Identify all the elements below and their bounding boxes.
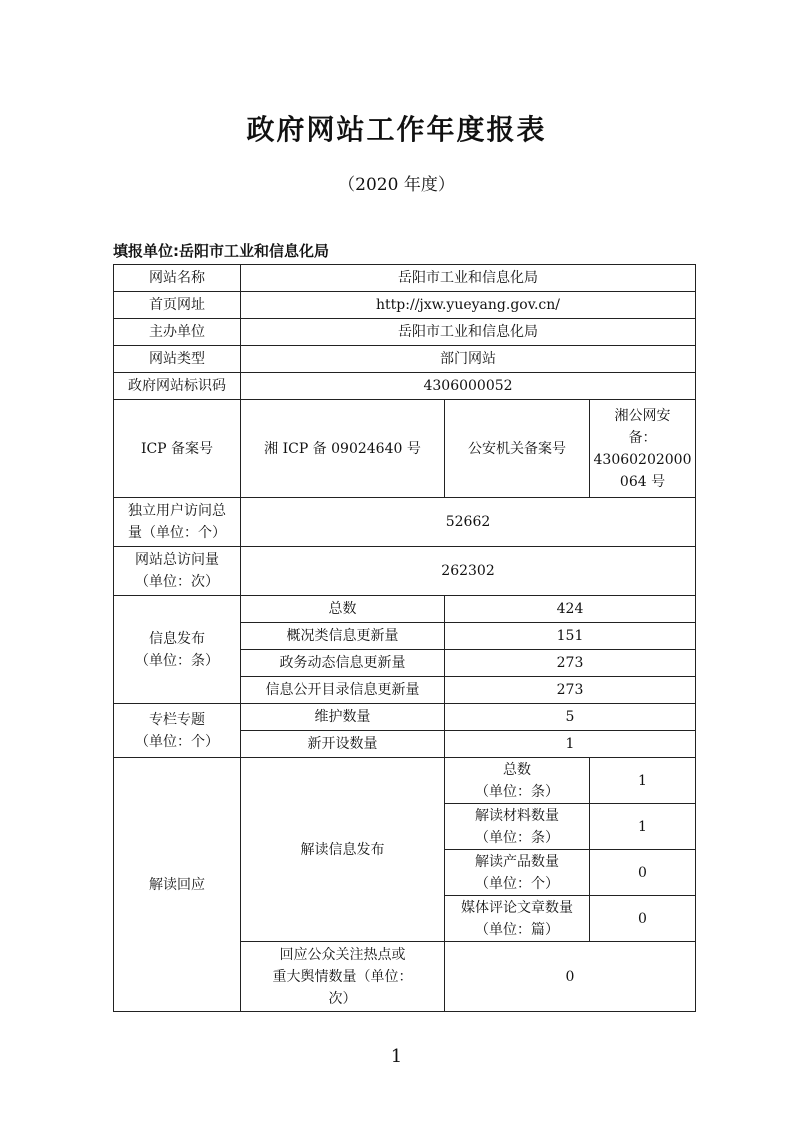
label-line: 信息发布 <box>149 630 205 647</box>
police-record-value <box>590 400 696 498</box>
table-row <box>114 704 696 731</box>
sponsor-value: 岳阳市工业和信息化局 <box>241 319 696 346</box>
label-line: 独立用户访问总 <box>128 503 226 519</box>
unique-visitors-label <box>114 498 241 547</box>
columns-label <box>114 704 241 758</box>
interpretation-item-value: 0 <box>590 850 696 896</box>
table-row <box>114 265 696 292</box>
info-release-item-label: 概况类信息更新量 <box>241 623 445 650</box>
site-code-label: 政府网站标识码 <box>114 373 241 400</box>
label-line: 次） <box>328 990 357 1007</box>
label-line: 重大舆情数量（单位： <box>272 968 413 985</box>
info-release-item-label: 信息公开目录信息更新量 <box>241 677 445 704</box>
response-label <box>241 942 445 1012</box>
total-visits-value: 262302 <box>241 547 696 596</box>
interpretation-item-label <box>445 804 590 850</box>
table-row <box>114 292 696 319</box>
total-visits-label <box>114 547 241 596</box>
police-record-line: 湘公网安 <box>614 407 671 424</box>
interpretation-item-label <box>445 758 590 804</box>
sponsor-label: 主办单位 <box>114 319 241 346</box>
columns-item-label: 维护数量 <box>241 704 445 731</box>
label-line: （单位：条） <box>135 652 219 669</box>
columns-item-label: 新开设数量 <box>241 731 445 758</box>
info-release-item-value: 273 <box>445 677 696 704</box>
label-line: （单位：条） <box>475 783 559 800</box>
label-line: （单位：篇） <box>475 921 559 938</box>
table-row <box>114 498 696 547</box>
label-line: 回应公众关注热点或 <box>279 946 406 963</box>
icp-value: 湘 ICP 备 09024640 号 <box>241 400 445 498</box>
label-line: （单位：条） <box>475 829 559 846</box>
info-release-item-value: 273 <box>445 650 696 677</box>
homepage-label: 首页网址 <box>114 292 241 319</box>
label-line: 总数 <box>503 761 531 778</box>
unique-visitors-value: 52662 <box>241 498 696 547</box>
report-table <box>113 264 696 1012</box>
label-line: （单位：个） <box>135 733 219 750</box>
police-record-line: 064 号 <box>619 473 666 490</box>
info-release-item-value: 151 <box>445 623 696 650</box>
police-record-line: 备： <box>628 429 657 446</box>
reporting-unit: 填报单位:岳阳市工业和信息化局 <box>113 242 330 260</box>
table-row <box>114 547 696 596</box>
columns-item-value: 5 <box>445 704 696 731</box>
label-line: （单位：次） <box>135 574 219 590</box>
label-line: 量（单位：个） <box>128 525 226 541</box>
police-record-line: 43060202000 <box>593 451 692 468</box>
site-code-value: 4306000052 <box>241 373 696 400</box>
table-row <box>114 400 696 498</box>
response-value: 0 <box>445 942 696 1012</box>
info-release-item-value: 424 <box>445 596 696 623</box>
table-row <box>114 758 696 804</box>
interpretation-release-label: 解读信息发布 <box>241 758 445 942</box>
label-line: 媒体评论文章数量 <box>461 899 573 916</box>
icp-label: ICP 备案号 <box>114 400 241 498</box>
interpretation-label: 解读回应 <box>114 758 241 1012</box>
site-type-label: 网站类型 <box>114 346 241 373</box>
site-type-value: 部门网站 <box>241 346 696 373</box>
site-name-label: 网站名称 <box>114 265 241 292</box>
label-line: 网站总访问量 <box>135 552 219 568</box>
info-release-label <box>114 596 241 704</box>
interpretation-item-label <box>445 896 590 942</box>
label-line: 专栏专题 <box>149 711 205 728</box>
interpretation-item-value: 1 <box>590 804 696 850</box>
table-row <box>114 319 696 346</box>
site-name-value: 岳阳市工业和信息化局 <box>241 265 696 292</box>
interpretation-item-value: 1 <box>590 758 696 804</box>
table-row <box>114 373 696 400</box>
table-row <box>114 346 696 373</box>
interpretation-item-value: 0 <box>590 896 696 942</box>
label-line: 解读材料数量 <box>475 807 559 824</box>
report-year: （2020 年度） <box>338 175 455 195</box>
police-record-label: 公安机关备案号 <box>445 400 590 498</box>
table-row <box>114 596 696 623</box>
homepage-value: http://jxw.yueyang.gov.cn/ <box>241 292 696 319</box>
interpretation-item-label <box>445 850 590 896</box>
page-number: 1 <box>390 1046 403 1067</box>
info-release-item-label: 总数 <box>241 596 445 623</box>
columns-item-value: 1 <box>445 731 696 758</box>
label-line: （单位：个） <box>475 875 559 892</box>
label-line: 解读产品数量 <box>475 853 559 870</box>
info-release-item-label: 政务动态信息更新量 <box>241 650 445 677</box>
page-title: 政府网站工作年度报表 <box>246 113 547 146</box>
